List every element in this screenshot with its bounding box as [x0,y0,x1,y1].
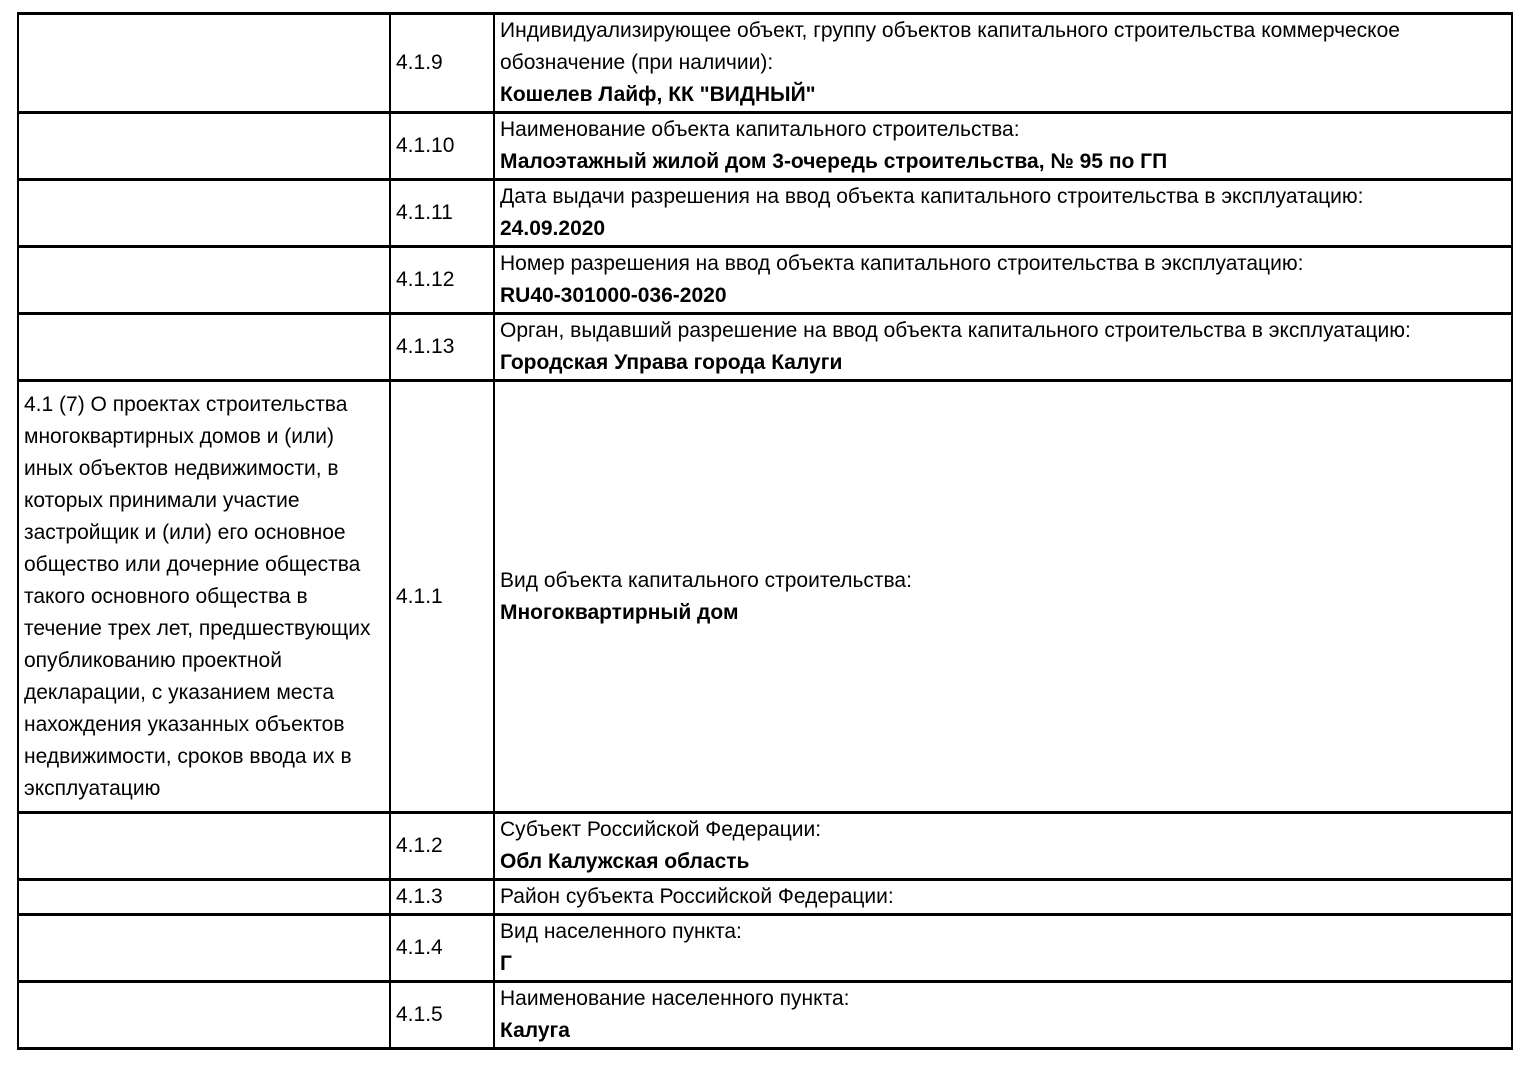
field-value: Городская Управа города Калуги [500,351,843,374]
empty-cell [18,813,390,880]
row-number: 4.1.10 [396,134,455,157]
field-value: Многоквартирный дом [500,600,739,624]
table-row [18,113,1512,180]
row-number-cell [390,813,494,880]
field-label: Индивидуализирующее объект, группу объектов капитального строительства коммерческое обозначение (при наличии): [500,19,1400,74]
declaration-table-body [18,14,1512,1049]
field-label: Вид объекта капитального строительства: [500,568,912,592]
field-value: RU40-301000-036-2020 [500,284,727,307]
row-content-cell [494,813,1512,880]
row-content-cell [494,915,1512,982]
empty-cell [18,113,390,180]
row-number: 4.1.4 [396,936,443,959]
row-content-cell [494,113,1512,180]
table-row [18,14,1512,113]
empty-cell [18,247,390,314]
row-number: 4.1.11 [396,201,453,224]
row-number-cell [390,14,494,113]
field-value: Кошелев Лайф, КК "ВИДНЫЙ" [500,83,816,106]
empty-cell [18,982,390,1049]
row-number: 4.1.3 [396,885,443,908]
row-content-cell [494,247,1512,314]
field-value: Малоэтажный жилой дом 3-очередь строительства, № 95 по ГП [500,150,1168,173]
row-content-cell [494,314,1512,381]
row-number-cell [390,247,494,314]
table-row [18,180,1512,247]
row-content-cell [494,982,1512,1049]
field-label: Наименование населенного пункта: [500,987,850,1010]
table-row [18,247,1512,314]
table-row [18,813,1512,880]
field-value: Обл Калужская область [500,850,750,873]
table-row [18,982,1512,1049]
field-value: Г [500,952,512,975]
field-label: Дата выдачи разрешения на ввод объекта капитального строительства в эксплуатацию: [500,185,1364,208]
row-number-cell [390,180,494,247]
field-label: Субъект Российской Федерации: [500,818,822,841]
table-row [18,915,1512,982]
empty-cell [18,180,390,247]
field-value: 24.09.2020 [500,217,606,240]
row-number: 4.1.5 [396,1003,443,1026]
empty-cell [18,915,390,982]
row-number-cell [390,880,494,915]
row-number-cell [390,314,494,381]
row-content-cell [494,180,1512,247]
field-label: Район субъекта Российской Федерации: [500,885,894,908]
row-content-cell [494,880,1512,915]
empty-cell [18,880,390,915]
project-declaration-table [17,12,1513,1050]
table-row [18,880,1512,915]
row-number-cell [390,381,494,813]
field-label: Вид населенного пункта: [500,920,742,943]
field-value: Калуга [500,1019,570,1042]
field-label: Номер разрешения на ввод объекта капитального строительства в эксплуатацию: [500,252,1304,275]
empty-cell [18,14,390,113]
row-number-cell [390,915,494,982]
row-number: 4.1.1 [396,584,443,608]
section-description-cell [18,381,390,813]
row-number: 4.1.9 [396,51,443,74]
row-number: 4.1.2 [396,834,443,857]
row-content-cell [494,381,1512,813]
table-row [18,381,1512,813]
row-content-cell [494,14,1512,113]
field-label: Наименование объекта капитального строительства: [500,118,1020,141]
row-number: 4.1.13 [396,335,455,358]
row-number: 4.1.12 [396,268,455,291]
row-number-cell [390,113,494,180]
section-description: 4.1 (7) О проектах строительства многоквартирных домов и (или) иных объектов недвижимости, в которых принимали участие застройщик и (или) его основное общество или дочерние общества такого основного общества в течение трех лет, предшествующих опубликованию проектной декларации, с указанием места нахождения указанных объектов недвижимости, сроков ввода их в эксплуатацию [24,392,371,800]
table-row [18,314,1512,381]
empty-cell [18,314,390,381]
row-number-cell [390,982,494,1049]
field-label: Орган, выдавший разрешение на ввод объекта капитального строительства в эксплуатацию: [500,319,1411,342]
